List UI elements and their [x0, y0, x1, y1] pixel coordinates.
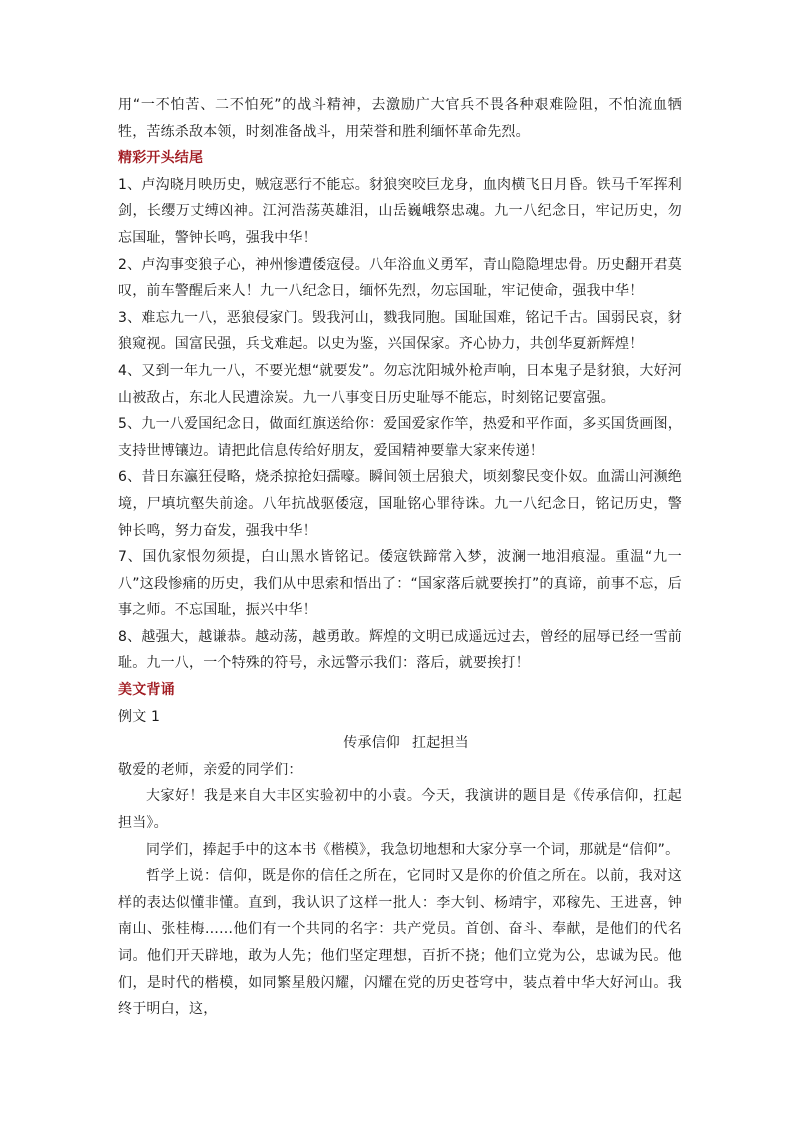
list-item: 5、九一八爱国纪念日，做面红旗送给你：爱国爱家作竿，热爱和平作面，多买国货画图，支持世博镶边。请把此信息传给好朋友，爱国精神要靠大家来传递！ [118, 416, 682, 459]
essay-title-part-1: 传承信仰 [343, 735, 400, 752]
section-heading-openings: 精彩开头结尾 [118, 150, 204, 167]
list-item: 6、昔日东瀛狂侵略，烧杀掠抢妇孺嚎。瞬间领土居狼犬，顷刻黎民变仆奴。血濡山河濒绝境，尸填坑壑失前途。八年抗战驱倭寇，国耻铭心罪待诛。九一八纪念日，铭记历史，警钟长鸣，努力奋发，强我中华！ [118, 469, 682, 539]
list-item: 4、又到一年九一八，不要光想“就要发”。勿忘沈阳城外枪声响，日本鬼子是豺狼，大好河山被敌占，东北人民遭涂炭。九一八事变日历史耻辱不能忘，时刻铭记要富强。 [118, 362, 682, 406]
document-body [118, 92, 682, 1023]
list-item: 7、国仇家恨勿须提，白山黑水皆铭记。倭寇铁蹄常入梦，波澜一地泪痕湿。重温“九一八”这段惨痛的历史，我们从中思索和悟出了：“国家落后就要挨打”的真谛，前事不忘，后事之师。不忘国耻，振兴中华！ [118, 549, 682, 619]
list-item: 1、卢沟晓月映历史，贼寇恶行不能忘。豺狼突咬巨龙身，血肉横飞日月昏。铁马千军挥利剑，长缨万丈缚凶神。江河浩荡英雄泪，山岳巍峨祭忠魂。九一八纪念日，牢记历史，勿忘国耻，警钟长鸣，强我中华！ [118, 176, 682, 246]
intro-paragraph: 用“一不怕苦、二不怕死”的战斗精神，去激励广大官兵不畏各种艰难险阻，不怕流血牺牲，苦练杀敌本领，时刻准备战斗，用荣誉和胜利缅怀革命先烈。 [118, 97, 682, 140]
essay-paragraph: 同学们，捧起手中的这本书《楷模》，我急切地想和大家分享一个词，那就是“信仰”。 [146, 841, 680, 858]
essay-paragraph: 大家好！我是来自大丰区实验初中的小袁。今天，我演讲的题目是《传承信仰，扛起担当》。 [118, 788, 682, 832]
list-item: 3、难忘九一八，恶狼侵家门。毁我河山，戮我同胞。国耻国难，铭记千古。国弱民哀，豺狼窥视。国富民强，兵戈难起。以史为鉴，兴国保家。齐心协力，共创华夏新辉煌！ [118, 309, 682, 353]
example-label: 例文 1 [118, 708, 161, 725]
essay-paragraph: 哲学上说：信仰，既是你的信任之所在，它同时又是你的价值之所在。以前，我对这样的表达似懂非懂。直到，我认识了这样一批人：李大钊、杨靖宇，邓稼先、王进喜，钟南山、张桂梅……他们有一个共同的名字：共产党员。首创、奋斗、奉献，是他们的代名词。他们开天辟地，敢为人先；他们坚定理想，百折不挠；他们立党为公，忠诚为民。他们，是时代的楷模，如同繁星般闪耀，闪耀在党的历史苍穹中，装点着中华大好河山。我终于明白，这， [118, 868, 682, 1018]
essay-title-part-2: 扛起担当 [412, 735, 469, 752]
section-heading-recitation: 美文背诵 [118, 682, 175, 699]
list-item: 8、越强大，越谦恭。越动荡，越勇敢。辉煌的文明已成遥远过去，曾经的屈辱已经一雪前耻。九一八，一个特殊的符号，永远警示我们：落后，就要挨打！ [118, 628, 682, 672]
list-item: 2、卢沟事变狼子心，神州惨遭倭寇侵。八年浴血义勇军，青山隐隐埋忠骨。历史翻开君莫叹，前车警醒后来人！九一八纪念日，缅怀先烈，勿忘国耻，牢记使命，强我中华！ [118, 256, 682, 300]
essay-title [118, 730, 682, 757]
salutation: 敬爱的老师，亲爱的同学们： [118, 761, 303, 778]
